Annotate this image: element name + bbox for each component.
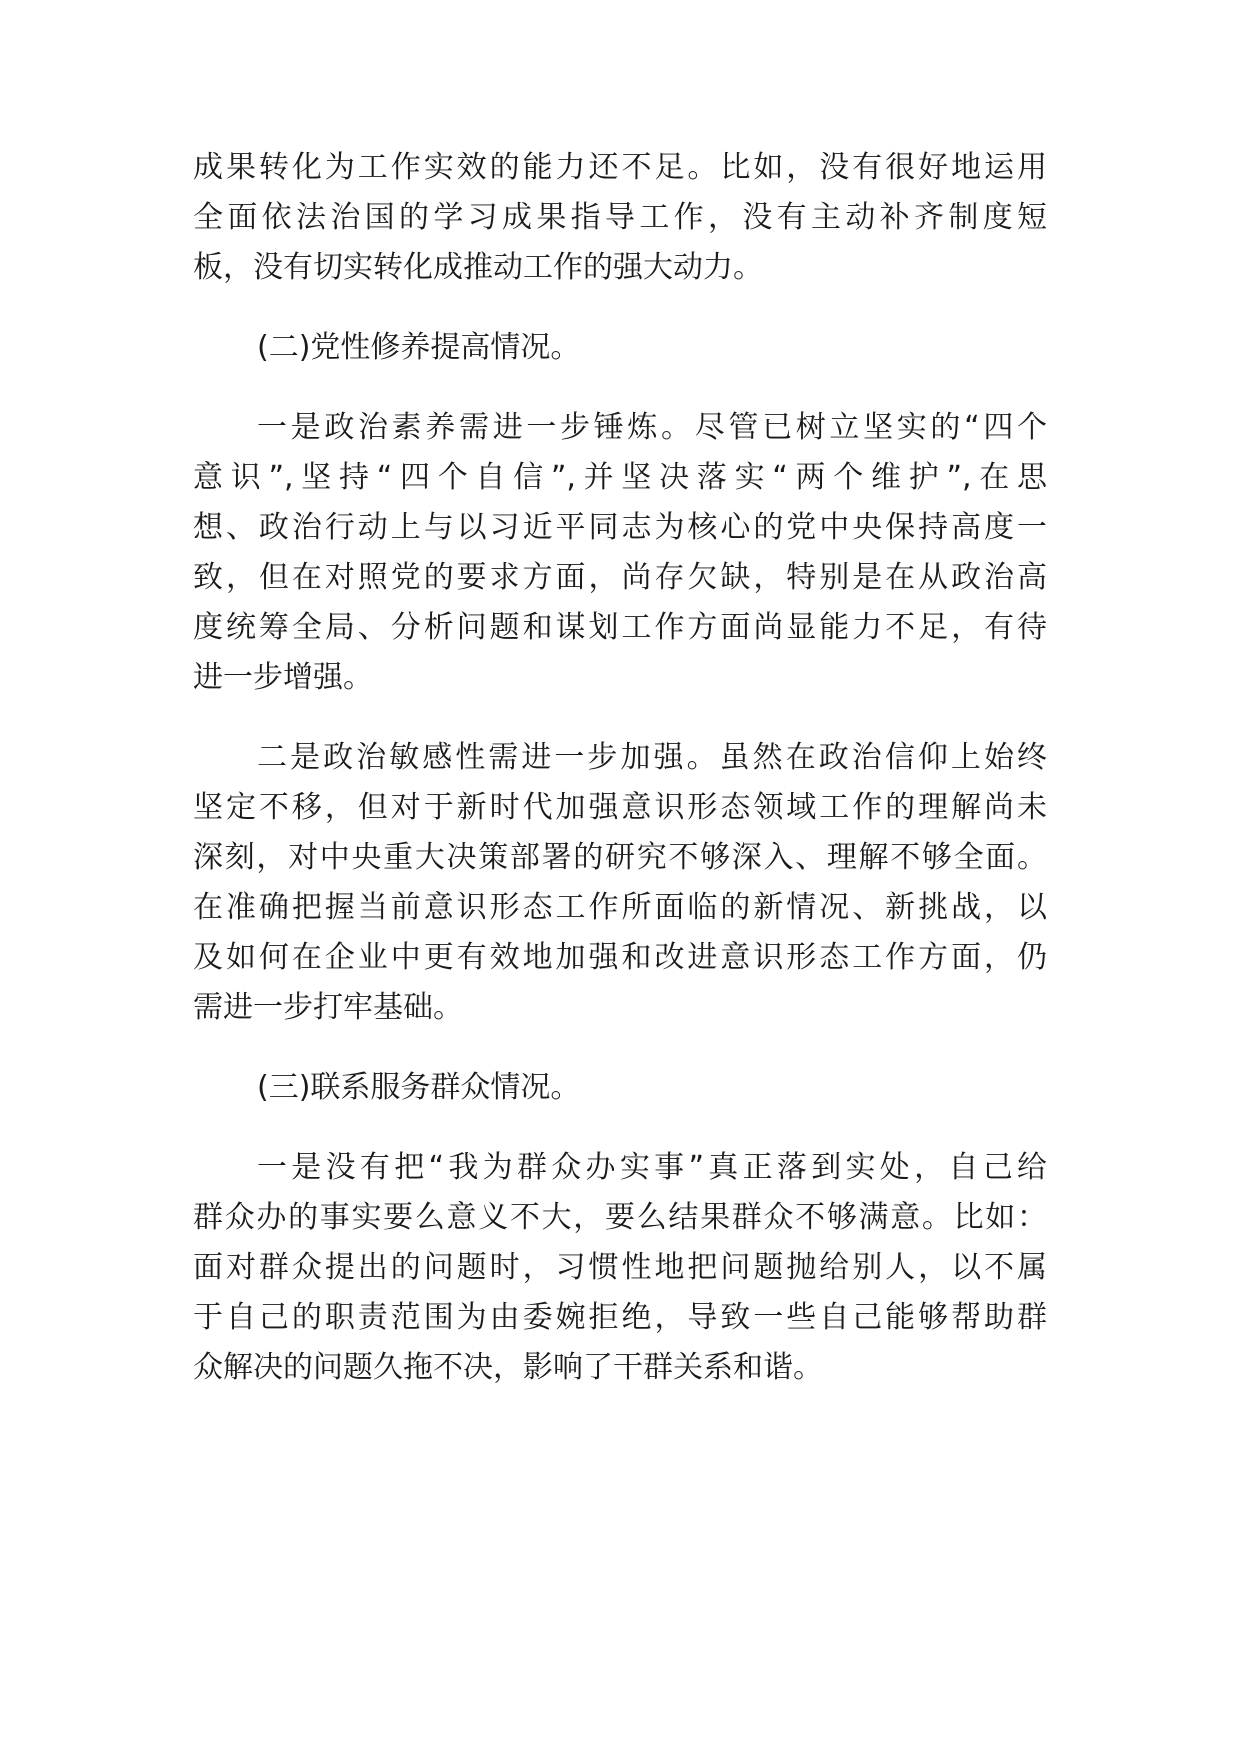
paragraph-3-line-5: 及如何在企业中更有效地加强和改进意识形态工作方面，仍 bbox=[193, 940, 1047, 975]
paragraph-4-line-4: 于自己的职责范围为由委婉拒绝，导致一些自己能够帮助群 bbox=[193, 1300, 1047, 1335]
paragraph-2-line-5: 度统筹全局、分析问题和谋划工作方面尚显能力不足，有待 bbox=[193, 610, 1047, 645]
paragraph-2-line-1: 一是政治素养需进一步锤炼。尽管已树立坚实的“四个 bbox=[257, 410, 1047, 445]
paragraph-2-line-3: 想、政治行动上与以习近平同志为核心的党中央保持高度一 bbox=[193, 510, 1047, 545]
section-heading-2: (二)党性修养提高情况。 bbox=[257, 330, 581, 365]
paragraph-3-line-2: 坚定不移，但对于新时代加强意识形态领域工作的理解尚未 bbox=[193, 790, 1047, 825]
paragraph-3-line-6: 需进一步打牢基础。 bbox=[193, 990, 463, 1025]
paragraph-4-line-3: 面对群众提出的问题时，习惯性地把问题抛给别人，以不属 bbox=[193, 1250, 1047, 1285]
paragraph-4-line-2: 群众办的事实要么意义不大，要么结果群众不够满意。比如： bbox=[193, 1200, 1047, 1235]
paragraph-2-line-6: 进一步增强。 bbox=[193, 660, 373, 695]
paragraph-3-line-4: 在准确把握当前意识形态工作所面临的新情况、新挑战，以 bbox=[193, 890, 1047, 925]
paragraph-4-line-5: 众解决的问题久拖不决，影响了干群关系和谐。 bbox=[193, 1350, 823, 1385]
paragraph-3-line-3: 深刻，对中央重大决策部署的研究不够深入、理解不够全面。 bbox=[193, 840, 1047, 875]
paragraph-2-line-2: 意识”,坚持“四个自信”,并坚决落实“两个维护”,在思 bbox=[193, 460, 1047, 495]
paragraph-4-line-1: 一是没有把“我为群众办实事”真正落到实处，自己给 bbox=[257, 1150, 1047, 1185]
paragraph-1-line-1: 成果转化为工作实效的能力还不足。比如，没有很好地运用 bbox=[193, 150, 1047, 185]
paragraph-1-line-3: 板，没有切实转化成推动工作的强大动力。 bbox=[193, 250, 763, 285]
section-heading-3: (三)联系服务群众情况。 bbox=[257, 1070, 581, 1105]
paragraph-2-line-4: 致，但在对照党的要求方面，尚存欠缺，特别是在从政治高 bbox=[193, 560, 1047, 595]
paragraph-1-line-2: 全面依法治国的学习成果指导工作，没有主动补齐制度短 bbox=[193, 200, 1047, 235]
paragraph-3-line-1: 二是政治敏感性需进一步加强。虽然在政治信仰上始终 bbox=[257, 740, 1047, 775]
